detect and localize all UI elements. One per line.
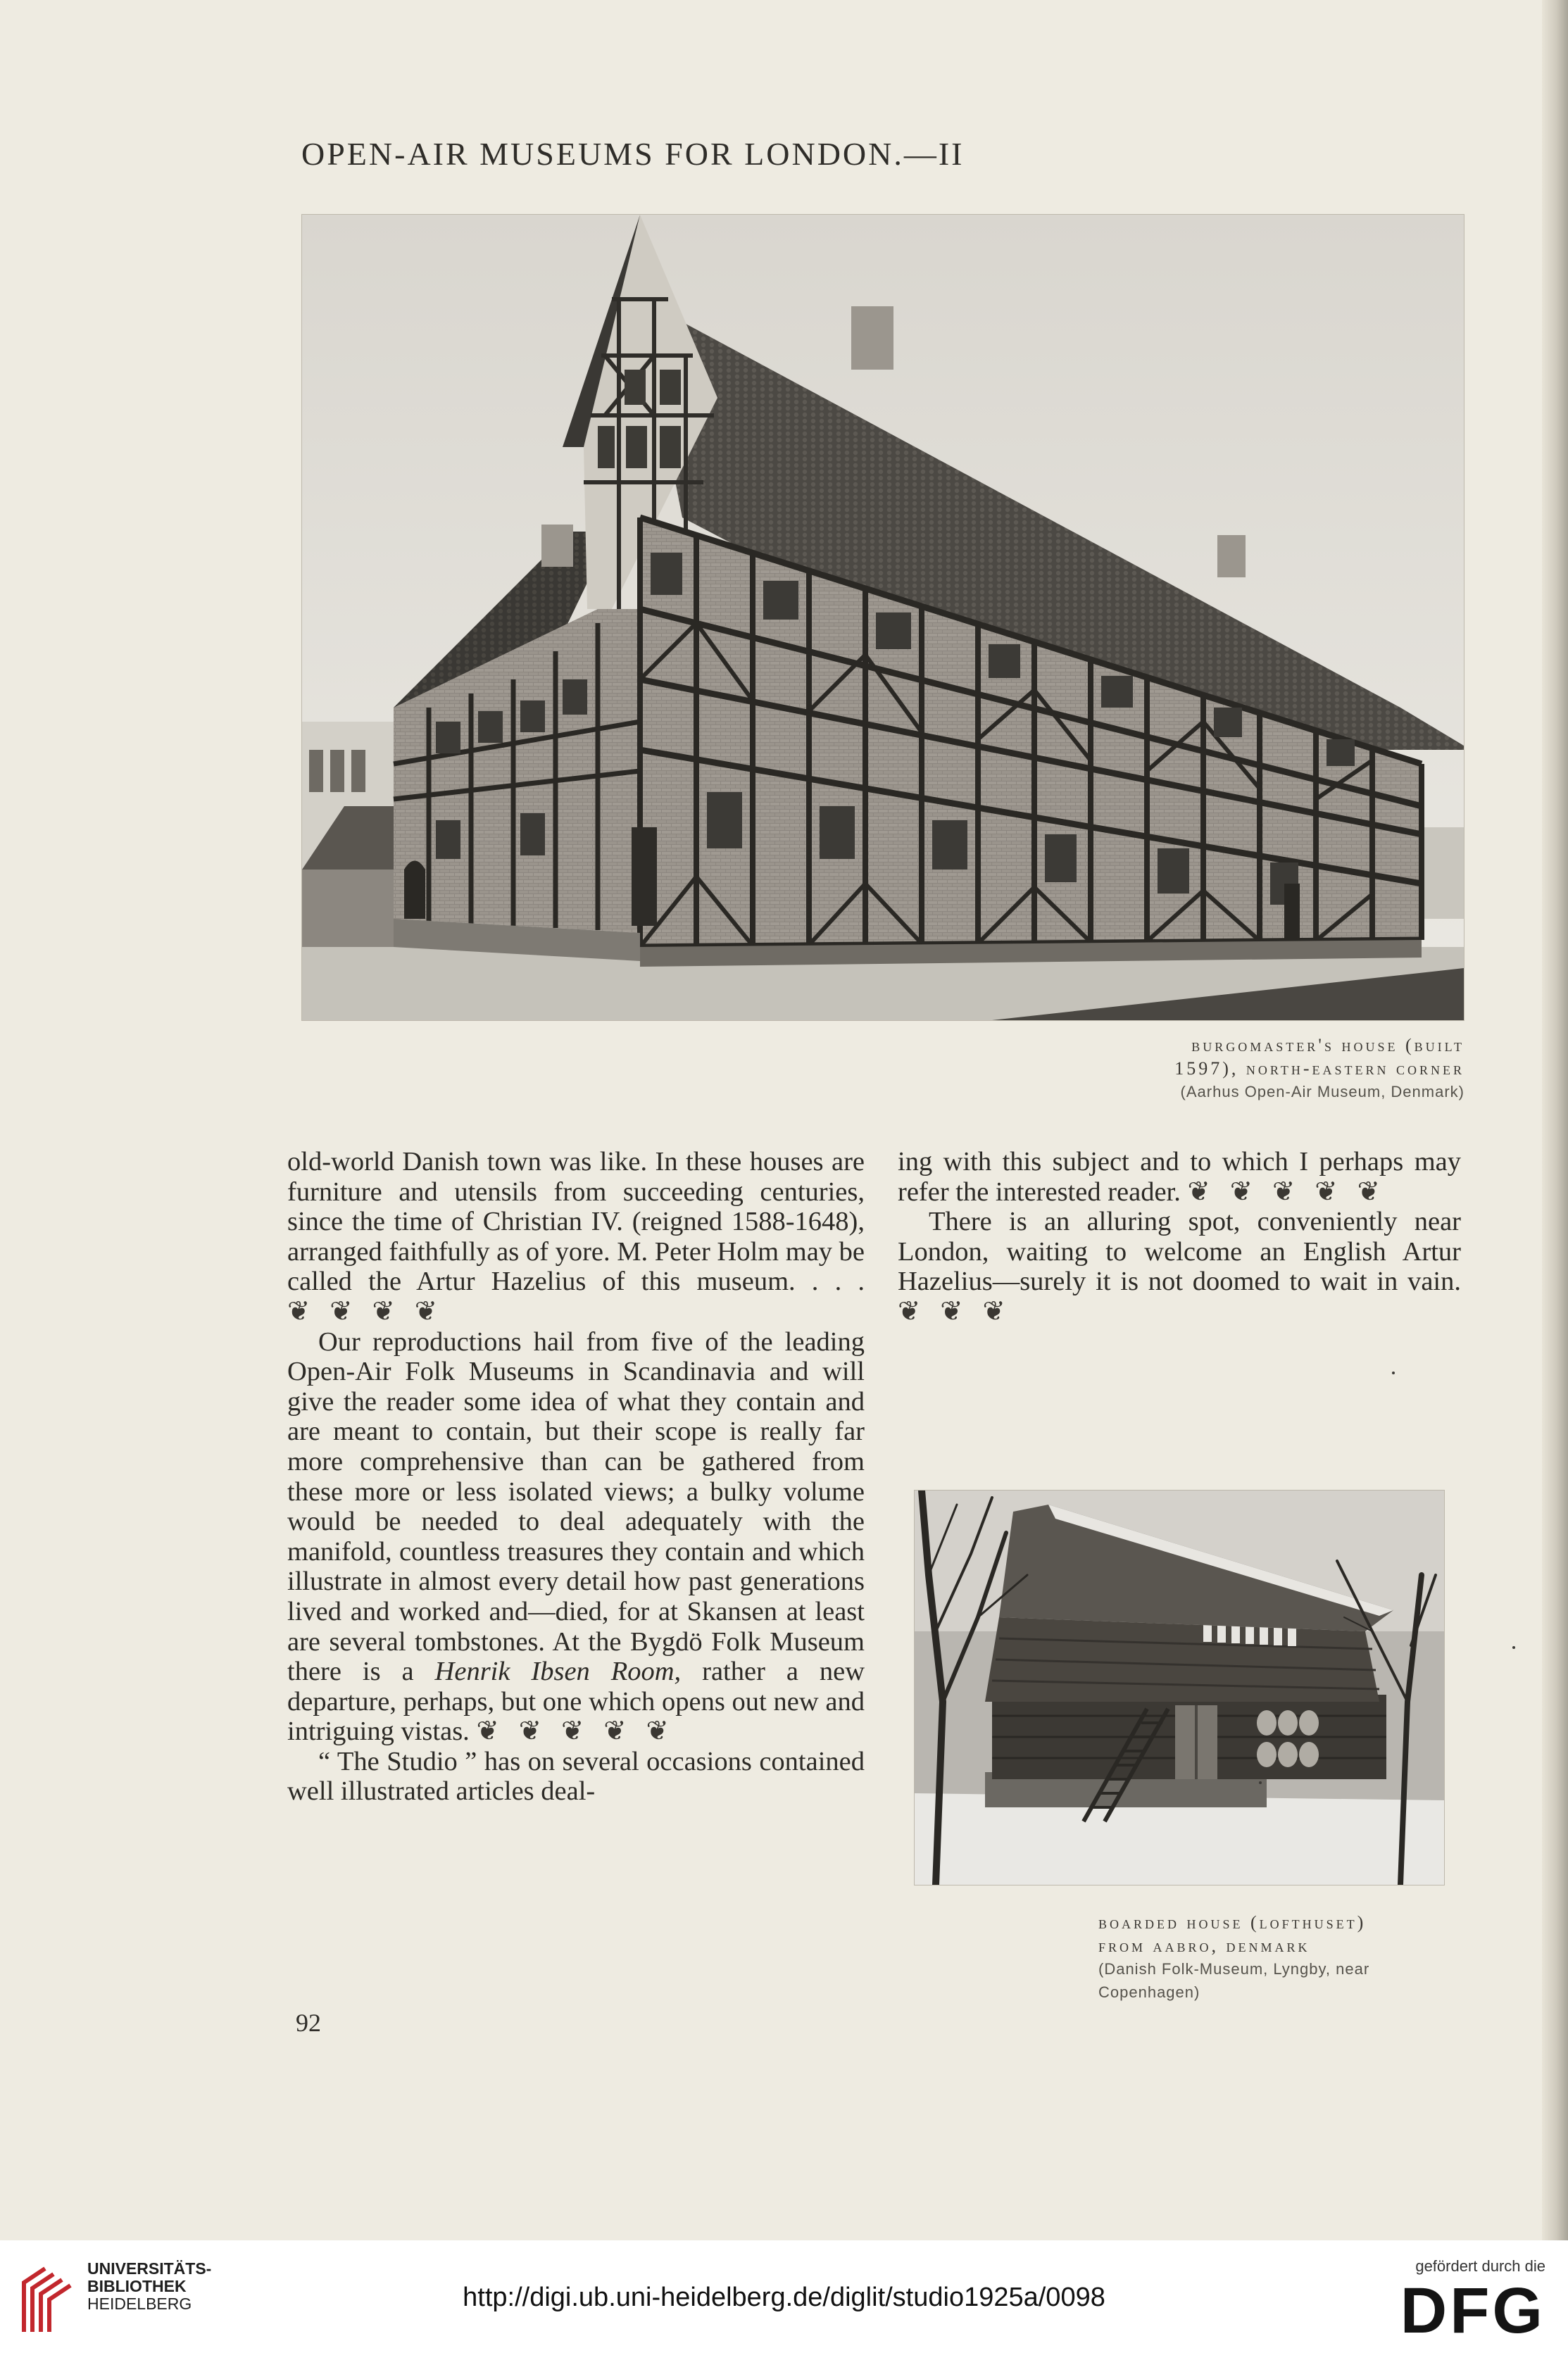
italic-title: Henrik Ibsen Room, <box>434 1657 682 1687</box>
page-edge-shadow <box>1542 0 1568 2240</box>
snowy-storehouse-picture <box>915 1491 1444 1885</box>
speck <box>1512 1646 1515 1649</box>
paragraph <box>287 1327 865 1747</box>
photo-burgomasters-house <box>301 214 1464 1021</box>
paragraph-text: ing with this subject and to which I perhaps may refer the interested reader. <box>898 1147 1461 1207</box>
photo-boarded-house <box>914 1490 1445 1885</box>
speck <box>1392 1372 1395 1374</box>
caption-source: (Danish Folk-Museum, Lyngby, near <box>1098 1960 1370 1978</box>
paragraph-text: Our reproductions hail from five of the leading Open-Air Folk Museums in Scandinavia and will give the reader some idea of what they contain and are meant to contain, but their scope is really far more comprehensive than can be gathered from these more or less isolated views; a bulky volume would be needed to deal adequately with the manifold, countless treasures they contain and which illustrate in almost every detail how past generations lived and worked and—died, for at Skansen at least are several tombstones. At the Bygdö Folk Museum there is a <box>287 1326 865 1687</box>
library-name: UNIVERSITÄTS- BIBLIOTHEK HEIDELBERG <box>87 2259 212 2313</box>
funded-by-label: gefördert durch die <box>1415 2257 1545 2275</box>
paragraph: “ The Studio ” has on several occasions contained well illustrated articles deal- <box>287 1746 865 1807</box>
paragraph <box>898 1147 1461 1207</box>
paragraph-text: old-world Danish town was like. In these houses are furniture and utensils from succeeding centuries, since the time of Christian IV. (reigned 1588-1648), arranged faithfully as of yore. M. Peter Holm may be called the Artur Hazelius of this museum. . . . <box>287 1147 865 1297</box>
leaf-ornament-icon: ❦❦❦❦❦ <box>476 1717 689 1747</box>
caption-line: burgomaster's house (built <box>1191 1035 1464 1055</box>
caption-line: from aabro, denmark <box>1098 1935 1310 1956</box>
paragraph-text: rather a new departure, perhaps, but one which opens out new and intriguing vistas. <box>287 1657 865 1747</box>
paragraph <box>287 1147 865 1327</box>
caption-source: (Aarhus Open-Air Museum, Denmark) <box>1180 1083 1464 1100</box>
paragraph-text: There is an alluring spot, conveniently near London, waiting to welcome an English Artur Hazelius—surely it is not doomed to wait in vain. <box>898 1207 1461 1297</box>
caption-line: boarded house (lofthuset) <box>1098 1912 1367 1933</box>
permalink-url[interactable]: http://digi.ub.uni-heidelberg.de/diglit/studio1925a/0098 <box>463 2283 1105 2312</box>
digital-library-footer <box>0 2240 1568 2353</box>
paragraph <box>898 1207 1461 1326</box>
text-column-left <box>287 1147 865 1807</box>
caption-burgomasters-house <box>915 1034 1464 1103</box>
leaf-ornament-icon: ❦❦❦❦ <box>287 1296 458 1326</box>
dfg-logo-icon: DFG <box>1400 2275 1545 2347</box>
speck <box>1259 1781 1262 1784</box>
caption-source: Copenhagen) <box>1098 1983 1200 2001</box>
leaf-ornament-icon: ❦❦❦ <box>898 1296 1025 1326</box>
page-number: 92 <box>296 2009 321 2037</box>
leaf-ornament-icon: ❦❦❦❦❦ <box>1187 1176 1400 1207</box>
timber-house-picture <box>302 215 1464 1020</box>
caption-line: 1597), north-eastern corner <box>1174 1058 1464 1079</box>
running-head: OPEN-AIR MUSEUMS FOR LONDON.—II <box>301 136 965 172</box>
caption-boarded-house <box>1098 1911 1443 2004</box>
text-column-right <box>898 1147 1461 1327</box>
